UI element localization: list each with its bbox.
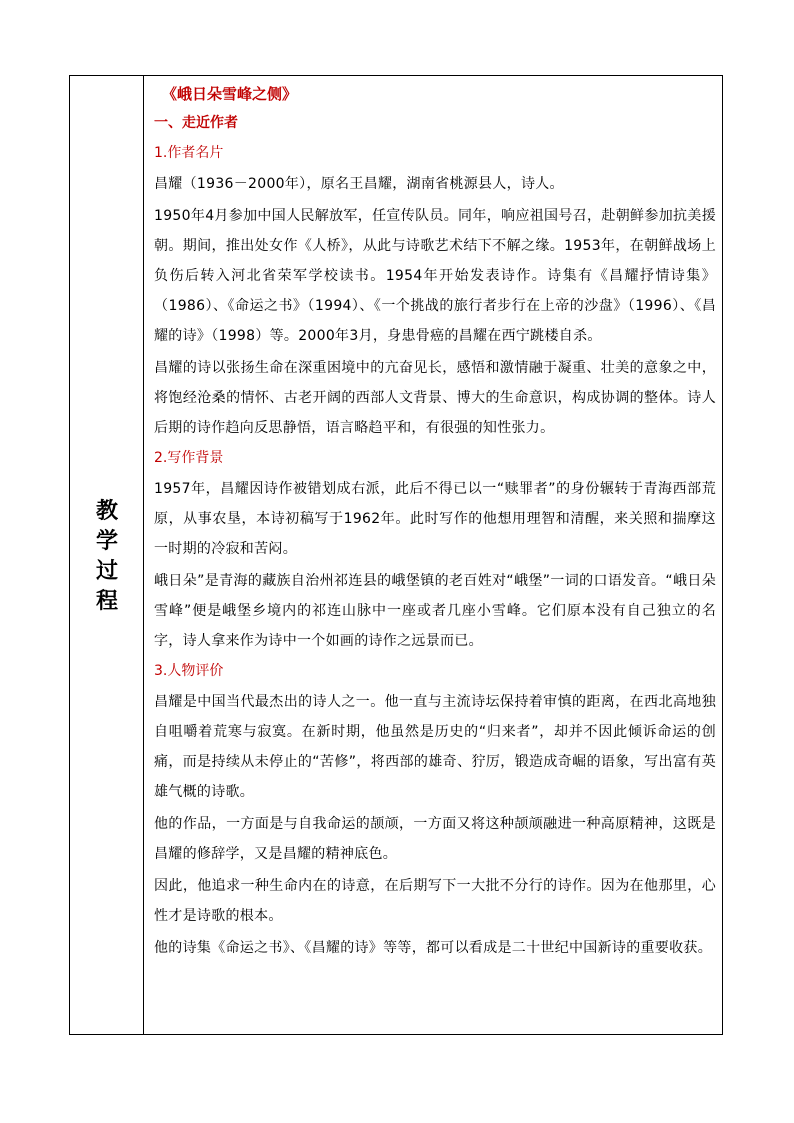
label-column [70, 76, 144, 1034]
label-char: 学 [95, 528, 118, 554]
teaching-process-label [70, 496, 144, 616]
paragraph: 1950年4月参加中国人民解放军，任宣传队员。同年，响应祖国号召，赴朝鲜参加抗美援朝。期间，推出处女作《人桥》，从此与诗歌艺术结下不解之缘。1953年，在朝鲜战场上负伤后转入河北省荣军学校读书。1954年开始发表诗作。诗集有《昌耀抒情诗集》（1986）、《命运之书》（1994）、《一个挑战的旅行者步行在上帝的沙盘》（1996）、《昌耀的诗》（1998）等。2000年3月，身患骨癌的昌耀在西宁跳楼自杀。 [154, 208, 716, 344]
lesson-title: 《峨日朵雪峰之侧》 [162, 85, 298, 103]
paragraph: 昌耀（1936－2000年），原名王昌耀，湖南省桃源县人，诗人。 [154, 176, 564, 192]
paragraph: 因此，他追求一种生命内在的诗意，在后期写下一大批不分行的诗作。因为在他那里，心性才是诗歌的根本。 [154, 878, 716, 924]
subheading-author-card: 1.作者名片 [154, 145, 224, 161]
paragraph: 他的作品，一方面是与自我命运的颉颃，一方面又将这种颉颃融进一种高原精神，这既是昌耀的修辞学，又是昌耀的精神底色。 [154, 816, 716, 862]
paragraph: 昌耀是中国当代最杰出的诗人之一。他一直与主流诗坛保持着审慎的距离，在西北高地独自咀嚼着荒寒与寂寞。在新时期，他虽然是历史的“归来者”，却并不因此倾诉命运的创痛，而是持续从未停止的“苦修”，将西部的雄奇、狞厉，锻造成奇崛的语象，写出富有英雄气概的诗歌。 [154, 694, 716, 800]
paragraph: 1957年，昌耀因诗作被错划成右派，此后不得已以一“赎罪者”的身份辗转于青海西部荒原，从事农垦，本诗初稿写于1962年。此时写作的他想用理智和清醒，来关照和揣摩这一时期的冷寂和苦闷。 [154, 481, 716, 557]
subheading-evaluation: 3.人物评价 [154, 663, 224, 679]
paragraph: 昌耀的诗以张扬生命在深重困境中的亢奋见长，感悟和激情融于凝重、壮美的意象之中，将饱经沧桑的情怀、古老开阔的西部人文背景、博大的生命意识，构成协调的整体。诗人后期的诗作趋向反思静悟，语言略趋平和，有很强的知性张力。 [154, 360, 716, 436]
paragraph: 峨日朵”是青海的藏族自治州祁连县的峨堡镇的老百姓对“峨堡”一词的口语发音。“峨日朵雪峰”便是峨堡乡境内的祁连山脉中一座或者几座小雪峰。它们原本没有自己独立的名字，诗人拿来作为诗中一个如画的诗作之远景而已。 [154, 573, 716, 649]
label-char: 教 [95, 498, 118, 524]
section-heading: 一、走近作者 [154, 115, 238, 131]
label-char: 程 [95, 588, 118, 614]
label-char: 过 [95, 558, 118, 584]
content-column [154, 82, 716, 965]
paragraph: 他的诗集《命运之书》、《昌耀的诗》等等，都可以看成是二十世纪中国新诗的重要收获。 [154, 940, 712, 956]
subheading-background: 2.写作背景 [154, 450, 224, 466]
lesson-table [69, 75, 723, 1035]
